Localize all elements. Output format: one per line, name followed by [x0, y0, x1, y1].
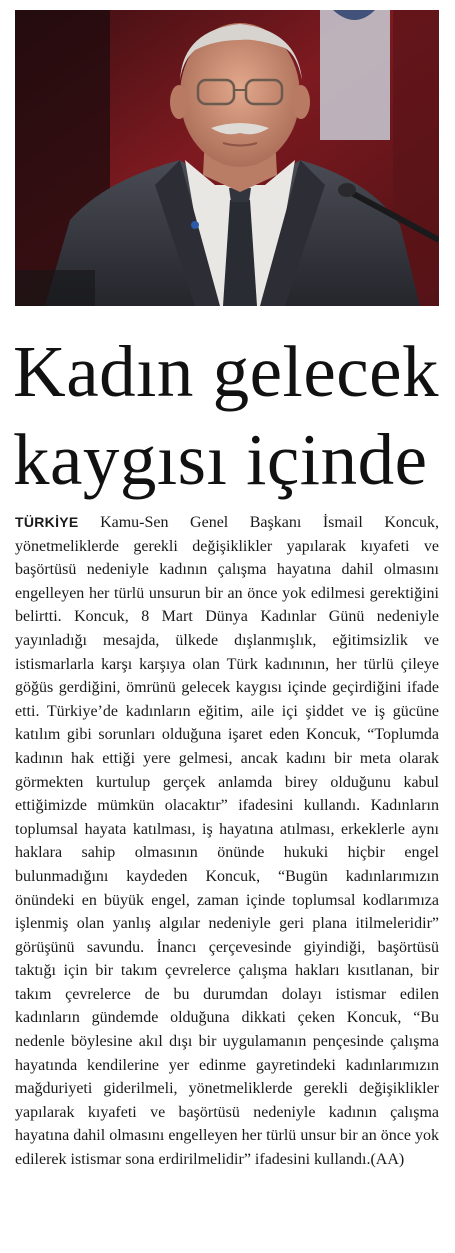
headline-line-2: kaygısı içinde	[13, 419, 428, 500]
article-headline	[13, 328, 443, 504]
location-label: TÜRKİYE	[15, 514, 79, 530]
article-photo	[15, 10, 439, 306]
article-body	[15, 511, 439, 1172]
article-paragraph	[15, 511, 439, 1172]
article-text: Kamu-Sen Genel Başkanı İsmail Koncuk, yönetmeliklerde gerekli değişiklikler yapılarak kıyafeti ve başörtüsü nedeniyle kadının çalışma hayatına dahil olmasını engelleyen her türlü unsurun bir an önce yok edilmesi gerektiğini belirtti. Koncuk, 8 Mart Dünya Kadınlar Günü nedeniyle yayınladığı mesajda, ülkede dışlanmışlık, eğitimsizlik ve istismarlarla karşı karşıya olan Türk kadınının, her türlü çileye göğüs gerdiğini, ömrünü gelecek kaygısı içinde geçirdiğini ifade etti. Türkiye’de kadınların eğitim, aile içi şiddet ve iş gücüne katılım gibi sorunları olduğuna işaret eden Koncuk, “Toplumda kadının hak ettiği yere gelmesi, ancak kadını bir meta olarak görmekten kurtulup gerçek anlamda birey olduğunu kabul ettiğimizde mümkün olacaktır” ifadesini kullandı. Kadınların toplumsal hayata katılması, iş hayatına atılması, erkeklerle aynı haklara sahip olmasının önünde hukuki hiçbir engel bulunmadığını kaydeden Koncuk, “Bugün kadınlarımızın önündeki en büyük engel, zaman içinde toplumsal kodlarımıza işlenmiş olan yanlış algılar nedeniyle geri plana itilmeleridir” görüşünü savundu. İnancı çerçevesinde giyindiği, başörtüsü taktığı için bir takım çevrelerce çalışma hakları kısıtlanan, bir takım çevrelerce de bu durumdan dolayı istismar edilen kadınların gündemde olduğuna dikkati çeken Koncuk, “Bu nedenle böylesine akıl dışı bir uygulamanın pençesinde çalışma hayatında kendilerine yer edinme gayretindeki kadınlarımızın mağduriyeti giderilmeli, yönetmeliklerde gerekli değişiklikler yapılarak kıyafeti ve başörtüsü nedeniyle kadının çalışma hayatına dahil olmasını engelleyen her türlü unsur bir an önce yok edilerek istismar sona erdirilmelidir” ifadesini kullandı.(AA)	[15, 514, 439, 1169]
speaker-photo	[15, 10, 439, 306]
headline-line-1: Kadın gelecek	[13, 331, 440, 412]
